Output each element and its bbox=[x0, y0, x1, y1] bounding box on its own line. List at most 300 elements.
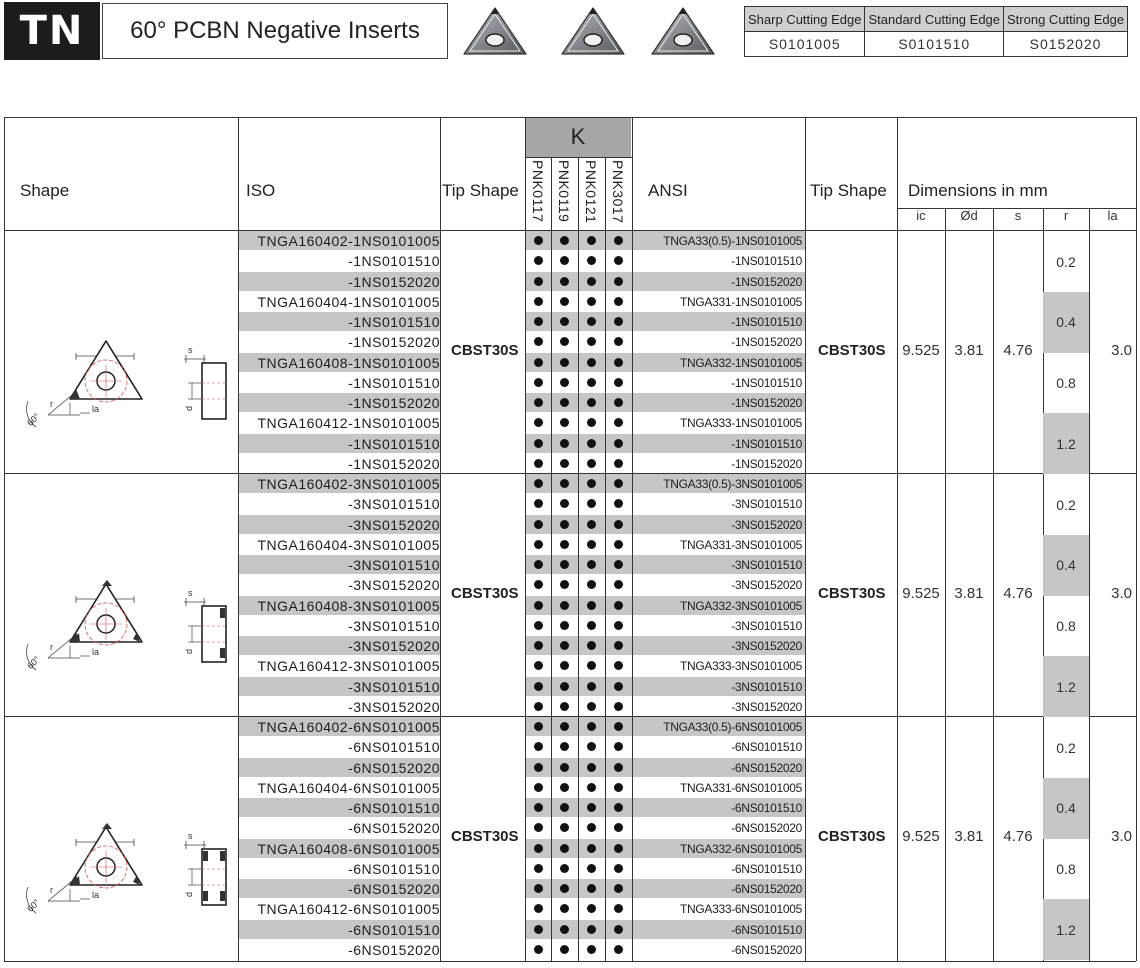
iso-code: -1NS0152020 bbox=[348, 273, 440, 290]
availability-dot bbox=[587, 823, 596, 832]
availability-dot bbox=[560, 297, 569, 306]
ansi-code: -1NS0101510 bbox=[731, 375, 802, 390]
availability-dot bbox=[560, 560, 569, 569]
availability-dot bbox=[560, 641, 569, 650]
iso-code: TNGA160412-3NS0101005 bbox=[257, 658, 440, 675]
availability-dot bbox=[560, 459, 569, 468]
availability-dot bbox=[614, 580, 623, 589]
availability-dot bbox=[560, 601, 569, 610]
dim-value-r: 0.4 bbox=[1043, 778, 1089, 839]
drawing-label-la: la bbox=[92, 404, 100, 414]
drawing-label-s: s bbox=[188, 345, 193, 355]
availability-dot bbox=[534, 459, 543, 468]
availability-dot bbox=[614, 358, 623, 367]
dim-value-r: 0.2 bbox=[1056, 253, 1076, 270]
availability-dot bbox=[587, 418, 596, 427]
availability-dot bbox=[614, 925, 623, 934]
dim-value-la: 3.0 bbox=[1111, 341, 1132, 359]
k-group-header: K bbox=[525, 117, 631, 157]
tip-shape-value: CBST30S bbox=[451, 584, 519, 602]
drawing-label-la: la bbox=[92, 890, 100, 900]
iso-code: -6NS0101510 bbox=[348, 860, 440, 877]
drawing-label-s: s bbox=[188, 588, 193, 598]
availability-dot bbox=[534, 479, 543, 488]
ansi-code: -3NS0152020 bbox=[731, 578, 802, 593]
availability-dot bbox=[614, 256, 623, 265]
ansi-code: -1NS0101510 bbox=[731, 254, 802, 269]
availability-dot bbox=[560, 479, 569, 488]
column-divider bbox=[805, 117, 806, 961]
dim-value-d: 3.81 bbox=[954, 584, 984, 602]
availability-dot bbox=[560, 884, 569, 893]
availability-dot bbox=[560, 682, 569, 691]
drawing-label-d: d bbox=[184, 648, 194, 654]
dim-value-ic: 9.525 bbox=[902, 584, 940, 602]
availability-dot bbox=[534, 904, 543, 913]
ansi-code: TNGA332-1NS0101005 bbox=[679, 355, 802, 370]
availability-dot bbox=[614, 682, 623, 691]
tip-shape-value-2: CBST30S bbox=[818, 584, 886, 602]
dim-value-r: 0.4 bbox=[1043, 292, 1089, 353]
ansi-code: -3NS0101510 bbox=[731, 558, 802, 572]
availability-dot bbox=[614, 277, 623, 286]
availability-dot bbox=[534, 337, 543, 346]
availability-dot bbox=[534, 580, 543, 589]
tip-shape-value: CBST30S bbox=[451, 827, 519, 845]
k-header-divider bbox=[525, 157, 632, 158]
availability-dot bbox=[534, 763, 543, 772]
ansi-code: -3NS0152020 bbox=[731, 639, 802, 653]
iso-code: -1NS0152020 bbox=[348, 395, 440, 411]
dim-value-la: 3.0 bbox=[1111, 584, 1132, 602]
dim-value-d: 3.81 bbox=[954, 341, 984, 359]
ansi-code: TNGA33(0.5)-3NS0101005 bbox=[663, 477, 802, 491]
ansi-code: -6NS0101510 bbox=[731, 861, 802, 876]
availability-dot bbox=[614, 337, 623, 346]
availability-dot bbox=[560, 925, 569, 934]
availability-dot bbox=[534, 540, 543, 549]
availability-dot bbox=[587, 763, 596, 772]
dim-value-ic: 9.525 bbox=[902, 827, 940, 845]
iso-code: -3NS0101510 bbox=[348, 617, 440, 634]
availability-dot bbox=[587, 459, 596, 468]
availability-dot bbox=[614, 236, 623, 245]
iso-code: -3NS0101510 bbox=[348, 557, 440, 573]
ansi-code: -1NS0152020 bbox=[731, 456, 802, 471]
drawing-label-angle: 60° bbox=[25, 654, 42, 671]
availability-dot bbox=[614, 803, 623, 812]
availability-dot bbox=[534, 256, 543, 265]
ansi-code: TNGA333-6NS0101005 bbox=[679, 902, 802, 917]
k-divider bbox=[525, 117, 526, 157]
availability-dot bbox=[614, 479, 623, 488]
availability-dot bbox=[534, 742, 543, 751]
availability-dot bbox=[534, 236, 543, 245]
ansi-code: -3NS0101510 bbox=[731, 497, 802, 512]
iso-code: TNGA160408-6NS0101005 bbox=[257, 840, 440, 857]
grade-divider bbox=[551, 157, 552, 961]
iso-code: -6NS0101510 bbox=[348, 739, 440, 756]
availability-dot bbox=[587, 540, 596, 549]
availability-dot bbox=[587, 277, 596, 286]
availability-dot bbox=[614, 722, 623, 731]
iso-code: -1NS0101510 bbox=[348, 253, 440, 270]
dim-value-la: 3.0 bbox=[1111, 827, 1132, 845]
insert-drawing bbox=[8, 771, 236, 931]
iso-code: TNGA160408-1NS0101005 bbox=[257, 354, 440, 371]
drawing-label-angle: 60° bbox=[25, 411, 42, 428]
availability-dot bbox=[587, 358, 596, 367]
iso-code: TNGA160412-6NS0101005 bbox=[257, 901, 440, 918]
ansi-code: -1NS0152020 bbox=[731, 335, 802, 350]
availability-dot bbox=[587, 499, 596, 508]
iso-code: -1NS0101510 bbox=[348, 435, 440, 452]
availability-dot bbox=[534, 945, 543, 954]
drawing-label-d: d bbox=[184, 405, 194, 411]
ansi-code: TNGA333-3NS0101005 bbox=[679, 659, 802, 674]
insert-drawing bbox=[8, 528, 236, 688]
availability-dot bbox=[614, 398, 623, 407]
availability-dot bbox=[560, 398, 569, 407]
iso-code: TNGA160404-1NS0101005 bbox=[257, 293, 440, 310]
availability-dot bbox=[614, 864, 623, 873]
availability-dot bbox=[614, 702, 623, 711]
dim-header-d: Ød bbox=[960, 208, 978, 223]
availability-dot bbox=[560, 742, 569, 751]
availability-dot bbox=[534, 864, 543, 873]
availability-dot bbox=[587, 844, 596, 853]
ansi-code: TNGA331-3NS0101005 bbox=[679, 537, 802, 552]
ansi-code: -6NS0152020 bbox=[731, 882, 802, 896]
availability-dot bbox=[614, 661, 623, 670]
dim-value-r: 0.8 bbox=[1056, 375, 1076, 391]
iso-code: TNGA160412-1NS0101005 bbox=[257, 415, 440, 432]
availability-dot bbox=[560, 358, 569, 367]
ansi-code: -6NS0152020 bbox=[731, 821, 802, 836]
availability-dot bbox=[560, 823, 569, 832]
dim-value-d: 3.81 bbox=[954, 827, 984, 845]
iso-code: -3NS0101510 bbox=[348, 496, 440, 513]
ansi-code: -1NS0101510 bbox=[731, 315, 802, 329]
availability-dot bbox=[587, 925, 596, 934]
drawing-label-r: r bbox=[50, 399, 53, 409]
availability-dot bbox=[587, 742, 596, 751]
availability-dot bbox=[587, 256, 596, 265]
availability-dot bbox=[587, 378, 596, 387]
availability-dot bbox=[614, 763, 623, 772]
ansi-code: TNGA33(0.5)-6NS0101005 bbox=[663, 720, 802, 734]
availability-dot bbox=[534, 823, 543, 832]
iso-code: -6NS0101510 bbox=[348, 921, 440, 938]
availability-dot bbox=[614, 520, 623, 529]
grade-pnk0117: PNK0117 bbox=[530, 160, 546, 223]
availability-dot bbox=[614, 783, 623, 792]
availability-dot bbox=[534, 722, 543, 731]
iso-code: -3NS0152020 bbox=[348, 698, 440, 715]
table-top-border bbox=[4, 117, 1136, 118]
insert-spec-table bbox=[4, 117, 1136, 961]
availability-dot bbox=[587, 398, 596, 407]
insert-icon-strong bbox=[648, 4, 718, 58]
availability-dot bbox=[534, 702, 543, 711]
ansi-code: -1NS0152020 bbox=[731, 396, 802, 410]
ansi-code: -6NS0101510 bbox=[731, 922, 802, 937]
availability-dot bbox=[587, 520, 596, 529]
tip-shape-value-2: CBST30S bbox=[818, 827, 886, 845]
availability-dot bbox=[614, 418, 623, 427]
dim-value-r: 0.8 bbox=[1056, 861, 1076, 877]
availability-dot bbox=[614, 945, 623, 954]
page-title: 60° PCBN Negative Inserts bbox=[102, 3, 448, 59]
ansi-code: -1NS0152020 bbox=[731, 274, 802, 289]
ansi-code: TNGA332-3NS0101005 bbox=[679, 598, 802, 613]
availability-dot bbox=[534, 884, 543, 893]
grade-pnk3017: PNK3017 bbox=[610, 160, 626, 224]
grade-pnk0121: PNK0121 bbox=[583, 160, 599, 224]
col-header-dimensions: Dimensions in mm bbox=[908, 181, 1048, 200]
availability-dot bbox=[534, 803, 543, 812]
iso-code: -1NS0152020 bbox=[348, 455, 440, 472]
dim-value-ic: 9.525 bbox=[902, 341, 940, 359]
iso-code: -1NS0152020 bbox=[348, 334, 440, 351]
availability-dot bbox=[534, 418, 543, 427]
availability-dot bbox=[534, 621, 543, 630]
ansi-code: TNGA331-6NS0101005 bbox=[679, 780, 802, 795]
edge-header-strong: Strong Cutting Edge bbox=[1004, 7, 1128, 32]
availability-dot bbox=[587, 641, 596, 650]
insert-icon-standard bbox=[558, 4, 628, 58]
drawing-label-r: r bbox=[50, 885, 53, 895]
col-header-tip-shape: Tip Shape bbox=[442, 181, 519, 200]
availability-dot bbox=[560, 945, 569, 954]
ansi-code: TNGA33(0.5)-1NS0101005 bbox=[663, 234, 802, 248]
availability-dot bbox=[560, 520, 569, 529]
ansi-code: -1NS0101510 bbox=[731, 436, 802, 451]
iso-code: TNGA160402-1NS0101005 bbox=[257, 233, 440, 249]
tip-shape-value-2: CBST30S bbox=[818, 341, 886, 359]
table-right-border bbox=[1136, 117, 1137, 961]
availability-dot bbox=[560, 904, 569, 913]
dim-value-r: 0.2 bbox=[1056, 739, 1076, 756]
availability-dot bbox=[534, 661, 543, 670]
availability-dot bbox=[534, 439, 543, 448]
availability-dot bbox=[534, 277, 543, 286]
iso-code: -3NS0152020 bbox=[348, 577, 440, 594]
table-left-border bbox=[4, 117, 5, 961]
dim-value-r: 1.2 bbox=[1043, 656, 1089, 717]
group-divider bbox=[4, 716, 1136, 717]
ansi-code: TNGA331-1NS0101005 bbox=[679, 294, 802, 309]
iso-code: -6NS0152020 bbox=[348, 759, 440, 776]
availability-dot bbox=[560, 499, 569, 508]
availability-dot bbox=[614, 641, 623, 650]
table-bottom-border bbox=[4, 961, 1136, 962]
availability-dot bbox=[614, 844, 623, 853]
iso-code: -6NS0152020 bbox=[348, 881, 440, 897]
availability-dot bbox=[560, 418, 569, 427]
dim-header-r: r bbox=[1063, 208, 1069, 223]
drawing-label-r: r bbox=[50, 642, 53, 652]
drawing-label-d: d bbox=[184, 891, 194, 897]
availability-dot bbox=[587, 803, 596, 812]
availability-dot bbox=[587, 601, 596, 610]
availability-dot bbox=[560, 783, 569, 792]
ansi-code: -3NS0101510 bbox=[731, 618, 802, 633]
iso-code: TNGA160404-6NS0101005 bbox=[257, 779, 440, 796]
availability-dot bbox=[560, 378, 569, 387]
availability-dot bbox=[587, 439, 596, 448]
iso-code: -3NS0152020 bbox=[348, 638, 440, 654]
col-header-shape: Shape bbox=[20, 181, 70, 200]
availability-dot bbox=[560, 439, 569, 448]
iso-code: TNGA160402-3NS0101005 bbox=[257, 476, 440, 492]
ansi-code: -3NS0152020 bbox=[731, 699, 802, 714]
cutting-edge-table bbox=[744, 6, 1128, 57]
availability-dot bbox=[534, 358, 543, 367]
availability-dot bbox=[560, 317, 569, 326]
iso-code: -6NS0101510 bbox=[348, 800, 440, 816]
col-header-tip-shape-2: Tip Shape bbox=[810, 181, 887, 200]
availability-dot bbox=[587, 560, 596, 569]
availability-dot bbox=[614, 297, 623, 306]
col-header-iso: ISO bbox=[246, 181, 276, 200]
grade-pnk0119: PNK0119 bbox=[556, 160, 572, 223]
dim-value-r: 0.8 bbox=[1056, 618, 1076, 634]
dim-header-ic: ic bbox=[916, 208, 926, 223]
availability-dot bbox=[560, 763, 569, 772]
dim-header-la: la bbox=[1107, 208, 1118, 223]
availability-dot bbox=[560, 337, 569, 346]
availability-dot bbox=[534, 601, 543, 610]
availability-dot bbox=[587, 722, 596, 731]
availability-dot bbox=[534, 520, 543, 529]
availability-dot bbox=[560, 661, 569, 670]
iso-code: -3NS0152020 bbox=[348, 516, 440, 533]
availability-dot bbox=[614, 439, 623, 448]
availability-dot bbox=[587, 621, 596, 630]
availability-dot bbox=[560, 580, 569, 589]
ansi-code: -6NS0101510 bbox=[731, 740, 802, 755]
availability-dot bbox=[587, 702, 596, 711]
drawing-label-angle: 60° bbox=[25, 897, 42, 914]
availability-dot bbox=[587, 479, 596, 488]
iso-code: -3NS0101510 bbox=[348, 678, 440, 695]
availability-dot bbox=[587, 884, 596, 893]
availability-dot bbox=[614, 884, 623, 893]
availability-dot bbox=[534, 560, 543, 569]
dim-value-r: 0.4 bbox=[1043, 535, 1089, 596]
iso-code: -6NS0152020 bbox=[348, 820, 440, 837]
availability-dot bbox=[534, 783, 543, 792]
availability-dot bbox=[560, 621, 569, 630]
availability-dot bbox=[534, 398, 543, 407]
availability-dot bbox=[534, 297, 543, 306]
dim-value-s: 4.76 bbox=[1003, 584, 1033, 602]
edge-header-standard: Standard Cutting Edge bbox=[865, 7, 1004, 32]
availability-dot bbox=[614, 317, 623, 326]
edge-value-sharp: S0101005 bbox=[745, 32, 865, 57]
ansi-code: -6NS0101510 bbox=[731, 801, 802, 815]
availability-dot bbox=[587, 236, 596, 245]
availability-dot bbox=[614, 459, 623, 468]
availability-dot bbox=[560, 236, 569, 245]
availability-dot bbox=[614, 601, 623, 610]
iso-code: TNGA160408-3NS0101005 bbox=[257, 597, 440, 614]
dim-value-r: 1.2 bbox=[1043, 413, 1089, 474]
iso-code: -6NS0152020 bbox=[348, 941, 440, 958]
insert-icon-sharp bbox=[460, 4, 530, 58]
dim-value-s: 4.76 bbox=[1003, 341, 1033, 359]
ansi-code: -6NS0152020 bbox=[731, 942, 802, 957]
grade-divider bbox=[605, 157, 606, 961]
dim-value-s: 4.76 bbox=[1003, 827, 1033, 845]
availability-dot bbox=[560, 277, 569, 286]
ansi-code: TNGA332-6NS0101005 bbox=[679, 841, 802, 856]
availability-dot bbox=[534, 925, 543, 934]
availability-dot bbox=[587, 945, 596, 954]
availability-dot bbox=[560, 844, 569, 853]
availability-dot bbox=[534, 682, 543, 691]
iso-code: TNGA160402-6NS0101005 bbox=[257, 719, 440, 735]
availability-dot bbox=[534, 317, 543, 326]
availability-dot bbox=[560, 722, 569, 731]
group-divider bbox=[4, 230, 1136, 231]
tip-shape-value: CBST30S bbox=[451, 341, 519, 359]
availability-dot bbox=[560, 702, 569, 711]
dim-value-r: 1.2 bbox=[1043, 899, 1089, 960]
availability-dot bbox=[614, 621, 623, 630]
availability-dot bbox=[534, 641, 543, 650]
iso-code: -1NS0101510 bbox=[348, 374, 440, 391]
availability-dot bbox=[614, 904, 623, 913]
col-header-ansi: ANSI bbox=[648, 181, 688, 200]
availability-dot bbox=[614, 742, 623, 751]
dim-value-r: 0.2 bbox=[1056, 496, 1076, 513]
availability-dot bbox=[614, 823, 623, 832]
availability-dot bbox=[587, 904, 596, 913]
series-badge: TN bbox=[4, 2, 100, 60]
iso-code: TNGA160404-3NS0101005 bbox=[257, 536, 440, 553]
drawing-label-la: la bbox=[92, 647, 100, 657]
availability-dot bbox=[614, 560, 623, 569]
availability-dot bbox=[587, 580, 596, 589]
availability-dot bbox=[587, 864, 596, 873]
availability-dot bbox=[614, 499, 623, 508]
availability-dot bbox=[614, 378, 623, 387]
availability-dot bbox=[534, 378, 543, 387]
availability-dot bbox=[587, 337, 596, 346]
dim-header-divider bbox=[897, 208, 1136, 209]
drawing-label-s: s bbox=[188, 831, 193, 841]
availability-dot bbox=[587, 661, 596, 670]
availability-dot bbox=[560, 864, 569, 873]
grade-divider bbox=[578, 157, 579, 961]
availability-dot bbox=[587, 783, 596, 792]
edge-value-strong: S0152020 bbox=[1004, 32, 1128, 57]
dim-header-s: s bbox=[1014, 208, 1022, 223]
edge-value-standard: S0101510 bbox=[865, 32, 1004, 57]
availability-dot bbox=[560, 256, 569, 265]
column-divider bbox=[525, 117, 526, 961]
group-divider bbox=[4, 473, 1136, 474]
availability-dot bbox=[587, 297, 596, 306]
availability-dot bbox=[560, 540, 569, 549]
ansi-code: TNGA333-1NS0101005 bbox=[679, 416, 802, 431]
column-divider bbox=[440, 117, 441, 961]
availability-dot bbox=[534, 499, 543, 508]
edge-header-sharp: Sharp Cutting Edge bbox=[745, 7, 865, 32]
availability-dot bbox=[587, 317, 596, 326]
